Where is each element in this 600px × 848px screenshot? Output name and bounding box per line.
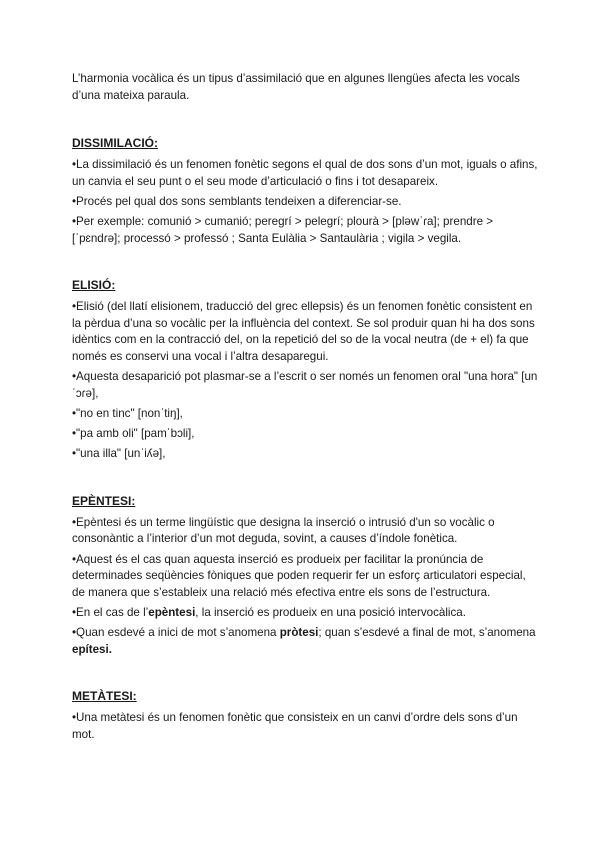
- text-run: •Quan esdevé a inici de mot s’anomena: [72, 626, 280, 640]
- paragraph: •"no en tinc" [nonˈtiŋ],: [72, 406, 183, 420]
- paragraph: [72, 625, 540, 658]
- term-protesi: pròtesi: [279, 626, 319, 640]
- section-epentesi: [72, 493, 540, 659]
- paragraph: •La dissimilació és un fenomen fonètic segons el qual de dos sons d’un mot, iguals o afins, un canvia el seu punt o el seu mode d’articulació o fins i tot desapareix.: [72, 158, 538, 188]
- section-heading: DISSIMILACIÓ:: [72, 136, 158, 150]
- paragraph: •Aquest és el cas quan aquesta inserció es produeix per facilitar la pronúncia de determinades seqüències fòniques que poden requerir fer un esforç articulatori especial, de manera que s’estableix una relació més efectiva entre els sons de l’estructura.: [72, 552, 526, 599]
- paragraph: •Elisió (del llatí elisionem, traducció del grec ellepsis) és un fenomen fonètic consistent en la pèrdua d’una so vocàlic per la influència del context. Se sol produir quan hi ha dos sons idèntics com en la contracció del, on la repetició del so de la vocal neutra (de + el) fa que només es conservi una vocal i l’altra desaparegui.: [72, 300, 535, 363]
- paragraph: •"pa amb oli" [pamˈbɔli],: [72, 427, 195, 441]
- paragraph: •Procés pel qual dos sons semblants tendeixen a diferenciar-se.: [72, 194, 402, 208]
- term-epentesi: epèntesi: [148, 606, 196, 620]
- text-run: ; quan s’esdevé a final de mot, s’anomena: [318, 626, 536, 640]
- paragraph: •"una illa" [unˈiʎə],: [72, 447, 166, 461]
- paragraph: •Aquesta desaparició pot plasmar-se a l’escrit o ser només un fenomen oral "una hora" [unˈɔɾə],: [72, 370, 538, 400]
- paragraph: •Epèntesi és un terme lingüístic que designa la inserció o intrusió d'un so vocàlic o consonàntic a l’interior d’un mot deguda, sovint, a causes d’índole fonètica.: [72, 515, 495, 546]
- paragraph: [72, 605, 540, 622]
- text-run: , la inserció es produeix en una posició intervocàlica.: [195, 606, 466, 620]
- section-dissimilacio: [72, 135, 540, 247]
- paragraph: •Una metàtesi és un fenomen fonètic que consisteix en un canvi d’ordre dels sons d’un mot.: [72, 711, 518, 741]
- paragraph: •Per exemple: comunió > cumanió; peregrí > pelegrí; plourà > [pləwˈɾa]; prendre > [ˈpɛndɾə]; processó > professó ; Santa Eulàlia > Santaulària ; vigila > vegila.: [72, 214, 494, 245]
- section-metatesi: [72, 688, 540, 743]
- intro-paragraph: L’harmonia vocàlica és un tipus d’assimilació que en algunes llengües afecta les vocals d’una mateixa paraula.: [72, 72, 520, 102]
- section-heading: ELISIÓ:: [72, 278, 116, 293]
- term-epitesi: epítesi.: [72, 642, 112, 656]
- section-heading: METÀTESI:: [72, 689, 137, 704]
- section-elisio: [72, 277, 540, 463]
- section-heading: EPÈNTESI:: [72, 493, 136, 508]
- text-run: •En el cas de l’: [72, 606, 149, 620]
